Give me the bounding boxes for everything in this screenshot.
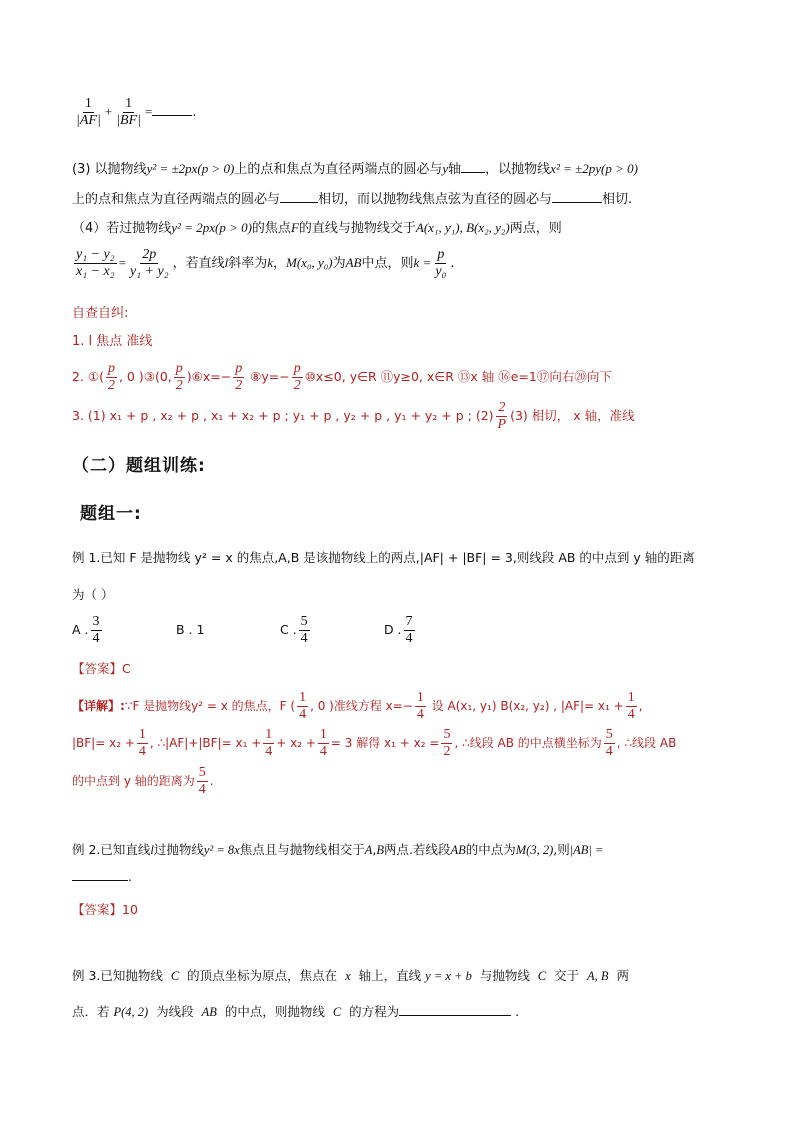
ab-symbol: AB [201, 1005, 217, 1019]
text: (3) 相切， x 轴，准线 [510, 408, 635, 424]
numerator: 5 [441, 727, 452, 744]
item3-text-6: 相切，而以抛物线焦点弦为直径的圆必与 [318, 192, 553, 207]
fraction [318, 727, 329, 760]
denominator: 2 [235, 378, 243, 394]
self-check [72, 306, 732, 434]
fraction [299, 614, 310, 647]
item4-text-7: ， [273, 256, 287, 272]
denominator: 2 [175, 378, 183, 394]
text: 点．若 [72, 1004, 110, 1019]
fraction [496, 400, 509, 433]
option-label: C . [279, 622, 297, 638]
b-symbol: B [376, 843, 384, 857]
numerator: p [233, 361, 244, 378]
numerator: 7 [404, 614, 415, 631]
fraction [297, 690, 308, 723]
text: , ∴线段 AB [616, 736, 677, 751]
item4-text-6: 斜率为 [228, 256, 268, 272]
text: = 3 解得 x₁ + x₂ = [330, 736, 440, 751]
text: ⑩x≤0, y∈R ⑪y≥0, x∈R ⑬x 轴 ⑯e=1⑰向右⑳向下 [304, 369, 612, 385]
detail-line-2 [72, 727, 732, 760]
numerator: 1 [137, 727, 148, 744]
text: 例 2.已知直线 [72, 842, 151, 857]
line-equation: y = x + b [425, 969, 472, 983]
line-symbol: l [224, 255, 229, 271]
example-2-question [72, 842, 732, 858]
numerator: p [292, 361, 303, 378]
numerator: 1 [415, 690, 426, 707]
text: )⑥x=− [186, 369, 232, 385]
numerator: y₁ − y₂ [74, 247, 117, 264]
text: + x₂ + [276, 736, 316, 751]
item4-text-2: 的焦点 [251, 221, 291, 236]
denominator: 2 [293, 378, 301, 394]
numerator: 5 [604, 727, 615, 744]
answer-blank [552, 190, 602, 203]
option-a [72, 614, 172, 647]
midpoint-symbol: M(3, 2) [515, 843, 554, 857]
c-symbol: C [332, 1005, 342, 1019]
denominator: x₁ − x₂ [76, 264, 115, 280]
denominator: 4 [319, 744, 327, 760]
self-check-title: 自查自纠: [72, 306, 129, 321]
item4-text-3: 的直线与抛物线交于 [298, 221, 416, 236]
item4-text-8: 为 [332, 256, 346, 272]
denominator: 4 [405, 631, 413, 647]
text: 例 3.已知抛物线 [72, 968, 163, 983]
item4-text-9: 中点，则 [361, 256, 414, 272]
denominator: 4 [198, 781, 206, 797]
item3-text-5: 上的点和焦点为直径两端点的圆必与 [72, 192, 281, 207]
fraction [441, 727, 452, 760]
numerator: 3 [91, 614, 102, 631]
denominator: 4 [300, 631, 308, 647]
text: 的中点，则抛物线 [224, 1004, 325, 1019]
numerator: p [435, 247, 446, 264]
group-title: 题组一: [80, 504, 142, 524]
option-b [176, 622, 276, 637]
text: ,则 [553, 842, 570, 857]
parabola-equation: y² = 8x [203, 843, 240, 857]
item4-text-1: （4）若过抛物线 [72, 221, 172, 236]
denominator: 4 [92, 631, 100, 647]
text: , ∴线段 AB 的中点横坐标为 [454, 736, 602, 751]
answer-blank [72, 868, 128, 881]
example-2-blank-line [72, 868, 732, 884]
item4-text-4: 两点，则 [509, 221, 562, 236]
text: ∵F 是抛物线y² = x 的焦点，F ( [124, 699, 296, 714]
text: 过抛物线 [153, 842, 204, 857]
denominator: 2 [443, 744, 451, 760]
example-1-detail [72, 690, 732, 798]
text: 设 A(x₁, y₁) B(x₂, y₂) , |AF|= x₁ + [427, 699, 624, 714]
fraction [91, 614, 102, 647]
denominator: 4 [605, 744, 613, 760]
numerator: 1 [83, 96, 94, 113]
item-3 [72, 154, 732, 215]
text: |BF|= x₂ + [72, 736, 135, 751]
denominator: 4 [265, 744, 273, 760]
option-label: B . 1 [175, 622, 205, 638]
ab-symbol: AB [345, 255, 362, 271]
period: . [192, 105, 197, 121]
example-1-options [72, 614, 732, 647]
option-c [280, 614, 380, 647]
example-2-answer: 【答案】10 [72, 902, 138, 917]
text: , [372, 842, 377, 857]
text: . [209, 773, 214, 788]
detail-line-3 [72, 765, 732, 798]
item3-text-3: 轴 [448, 162, 462, 177]
top-fraction-line [72, 96, 732, 129]
c-symbol: C [537, 969, 547, 983]
answer-blank [152, 103, 192, 116]
denominator: y₁ + y₂ [129, 264, 169, 280]
numerator: 1 [263, 727, 274, 744]
detail-label: 【详解】: [72, 699, 125, 714]
self-check-line-2 [72, 361, 732, 394]
numerator: p [174, 361, 185, 378]
denominator: 4 [138, 744, 146, 760]
fraction-1-af [74, 96, 103, 129]
numerator: 1 [626, 690, 637, 707]
fraction-p-y0 [433, 247, 448, 280]
answer-blank [280, 190, 318, 203]
example-1-question-cont: 为（ ） [72, 587, 114, 602]
option-d [384, 614, 484, 647]
denominator: 4 [416, 707, 424, 723]
k-symbol: k [267, 255, 273, 271]
denominator: |BF| [116, 113, 141, 129]
fraction [604, 727, 615, 760]
line-symbol: l [150, 843, 154, 857]
text: , 0 )③(0, [118, 369, 172, 385]
option-label: D . [383, 622, 402, 638]
option-label: A . [72, 622, 89, 638]
midpoint-symbol: M(x₀, y₀) [286, 255, 333, 271]
fraction-slope [74, 247, 117, 280]
item4-text-5: ，若直线 [172, 256, 225, 272]
parabola-equation-1: y² = ±2px(p > 0) [146, 161, 235, 176]
ab-symbols: A, B [587, 969, 609, 983]
fraction [137, 727, 148, 760]
equals-sign: = [144, 104, 153, 120]
item3-text-2: 上的点和焦点为直径两端点的圆必与 [234, 162, 443, 177]
text: 两 [616, 968, 630, 983]
fraction [292, 361, 303, 394]
text: 3. (1) x₁ + p , x₂ + p , x₁ + x₂ + p ; y₁ + p , y₂ + p , y₁ + y₂ + p ; (2) [72, 408, 494, 424]
denominator: 4 [627, 707, 635, 723]
numerator: 1 [297, 690, 308, 707]
numerator: 5 [197, 765, 208, 782]
period: . [515, 1004, 520, 1019]
numerator: 1 [318, 727, 329, 744]
text: 与抛物线 [479, 968, 530, 983]
example-1 [72, 550, 732, 798]
fraction [415, 690, 426, 723]
example-1-question: 例 1.已知 F 是抛物线 y² = x 的焦点,A,B 是该抛物线上的两点,|AF| + |BF| = 3,则线段 AB 的中点到 y 轴的距离 [72, 550, 695, 565]
a-symbol: A [364, 843, 373, 857]
fraction [263, 727, 274, 760]
y-symbol: y [442, 161, 449, 176]
fraction [174, 361, 185, 394]
self-check-line-3 [72, 400, 732, 433]
text: 的中点为 [465, 842, 516, 857]
fraction [106, 361, 117, 394]
equals-sign: = [118, 255, 126, 271]
denominator: P [497, 417, 507, 433]
example-1-answer: 【答案】C [72, 661, 131, 677]
text: ⑧y=− [246, 369, 290, 385]
period: . [450, 256, 455, 272]
k-equals: k = [413, 255, 432, 271]
denominator: 4 [299, 707, 307, 723]
section-title: （二）题组训练: [72, 456, 206, 476]
item3-text-7: 相切. [602, 192, 633, 207]
denominator: y₀ [435, 264, 447, 280]
fraction [233, 361, 244, 394]
fraction [197, 765, 208, 798]
point-p: P(4, 2) [113, 1005, 149, 1019]
text: 交于 [554, 968, 580, 983]
numerator: 5 [299, 614, 310, 631]
text: 的中点到 y 轴的距离为 [72, 773, 195, 788]
intersection-points: A(x₁, y₁), B(x₂, y₂) [415, 220, 510, 235]
text: , 0 )准线方程 x=− [310, 699, 413, 714]
answer-blank [461, 160, 485, 173]
numerator: 2 [496, 400, 507, 417]
text: 2. ①( [72, 369, 104, 385]
ab-length: |AB| = [569, 843, 604, 857]
period: . [128, 869, 132, 884]
text: 的顶点坐标为原点，焦点在 [187, 968, 338, 983]
text: 两点.若线段 [383, 842, 451, 857]
numerator: 2p [140, 247, 158, 264]
denominator: |AF| [76, 113, 101, 129]
item3-text-1: (3) 以抛物线 [72, 162, 147, 177]
text: , [638, 699, 643, 714]
example-3 [72, 958, 732, 1030]
ab-symbol: AB [450, 843, 466, 857]
denominator: 2 [107, 378, 115, 394]
text: 轴上，直线 [358, 968, 422, 983]
example-2 [72, 842, 732, 917]
text: , ∴|AF|+|BF|= x₁ + [149, 736, 262, 751]
fraction [626, 690, 637, 723]
x-symbol: x [345, 969, 351, 983]
c-symbol: C [170, 969, 180, 983]
text: 的方程为 [349, 1004, 400, 1019]
parabola-equation-2: x² = ±2py(p > 0) [550, 161, 638, 176]
item3-text-4: ，以抛物线 [485, 162, 551, 177]
plus-sign: + [104, 104, 113, 120]
focus-symbol: F [290, 220, 299, 235]
item-4 [72, 214, 732, 280]
fraction-2p [128, 247, 171, 280]
numerator: p [106, 361, 117, 378]
fraction-1-bf [114, 96, 143, 129]
text: 焦点且与抛物线相交于 [239, 842, 365, 857]
numerator: 1 [123, 96, 134, 113]
parabola-equation: y² = 2px(p > 0) [171, 220, 252, 235]
fraction [404, 614, 415, 647]
self-check-line-1: 1. l 焦点 准线 [72, 333, 153, 349]
text: 为线段 [156, 1004, 194, 1019]
answer-blank [399, 1003, 511, 1016]
